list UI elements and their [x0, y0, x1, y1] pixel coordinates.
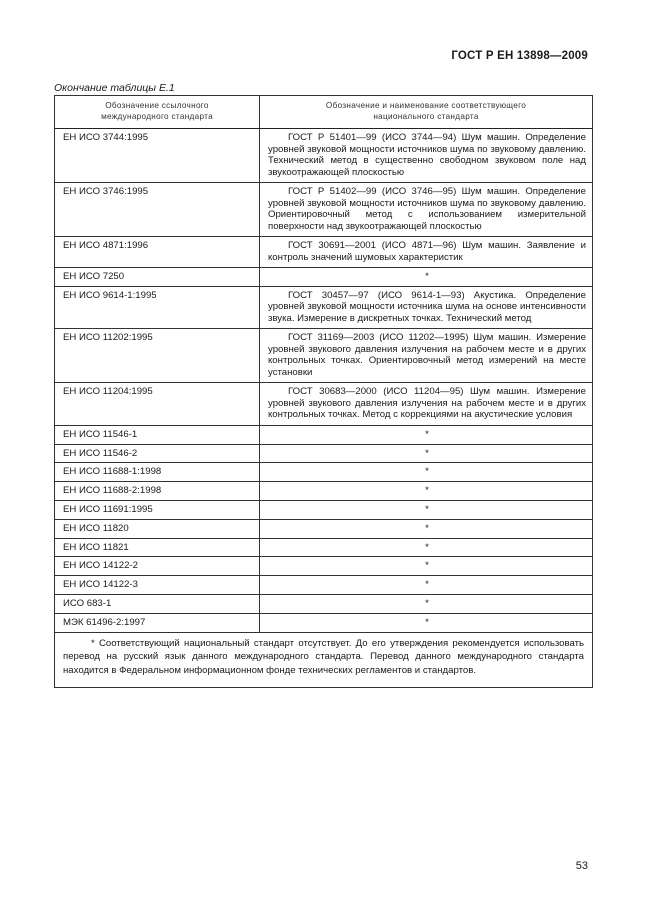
international-standard-cell: ЕН ИСО 7250 [55, 268, 260, 287]
international-standard-cell: ЕН ИСО 11688-1:1998 [55, 463, 260, 482]
national-standard-cell: * [260, 500, 593, 519]
international-standard-cell: ЕН ИСО 11821 [55, 538, 260, 557]
table-row [55, 129, 593, 183]
national-standard-cell: * [260, 268, 593, 287]
national-standard-cell: * [260, 576, 593, 595]
table-row [55, 183, 593, 237]
national-standard-cell: * [260, 613, 593, 632]
national-standard-cell: * [260, 482, 593, 501]
international-standard-cell: ИСО 683-1 [55, 594, 260, 613]
table-row [55, 482, 593, 501]
national-standard-cell: ГОСТ Р 51401—99 (ИСО 3744—94) Шум машин. Определение уровней звуковой мощности источников шума по звуковому давлению. Технический метод в существенно свободном звуковом поле над звукоотражающей плоскостью [260, 129, 593, 183]
table-body [55, 129, 593, 633]
table-row [55, 444, 593, 463]
national-standard-cell: ГОСТ 30683—2000 (ИСО 11204—95) Шум машин. Измерение уровней звукового давления излучения на рабочем месте и в других контрольных точках. Метод с коррекциями на акустические условия [260, 383, 593, 426]
table-row [55, 576, 593, 595]
international-standard-cell: ЕН ИСО 11546-1 [55, 425, 260, 444]
table-header-row [55, 96, 593, 129]
national-standard-cell: ГОСТ 30691—2001 (ИСО 4871—96) Шум машин. Заявление и контроль значений шумовых характеристик [260, 237, 593, 268]
table-footnote: * Соответствующий национальный стандарт отсутствует. До его утверждения рекомендуется использовать перевод на русский язык данного международного стандарта. Перевод данного международного стандарта находится в Федеральном информационном фонде технических регламентов и стандартов. [55, 632, 593, 688]
table-row [55, 594, 593, 613]
international-standard-cell: ЕН ИСО 11820 [55, 519, 260, 538]
table-row [55, 538, 593, 557]
table-row [55, 286, 593, 329]
table-note-row [55, 632, 593, 688]
national-standard-cell: * [260, 594, 593, 613]
column-header-national [260, 96, 593, 129]
national-standard-cell: * [260, 557, 593, 576]
column-header-line: Обозначение и наименование соответствующего [325, 101, 527, 110]
table-row [55, 268, 593, 287]
international-standard-cell: МЭК 61496-2:1997 [55, 613, 260, 632]
column-header-line: международного стандарта [101, 112, 213, 121]
international-standard-cell: ЕН ИСО 11688-2:1998 [55, 482, 260, 501]
column-header-line: национального стандарта [373, 112, 479, 121]
national-standard-cell: * [260, 444, 593, 463]
national-standard-cell: ГОСТ Р 51402—99 (ИСО 3746—95) Шум машин. Определение уровней звуковой мощности источников шума по звуковому давлению. Ориентировочный метод с использованием измерительной поверхности над звукоотражающей плоскостью [260, 183, 593, 237]
table-row [55, 237, 593, 268]
international-standard-cell: ЕН ИСО 3746:1995 [55, 183, 260, 237]
table-row [55, 329, 593, 383]
international-standard-cell: ЕН ИСО 11204:1995 [55, 383, 260, 426]
table-row [55, 383, 593, 426]
table-row [55, 519, 593, 538]
standards-table [54, 95, 593, 688]
national-standard-cell: * [260, 538, 593, 557]
table-row [55, 463, 593, 482]
international-standard-cell: ЕН ИСО 11546-2 [55, 444, 260, 463]
table-row [55, 425, 593, 444]
column-header-line: Обозначение ссылочного [105, 101, 209, 110]
international-standard-cell: ЕН ИСО 9614-1:1995 [55, 286, 260, 329]
international-standard-cell: ЕН ИСО 11691:1995 [55, 500, 260, 519]
table-row [55, 557, 593, 576]
national-standard-cell: * [260, 463, 593, 482]
national-standard-cell: ГОСТ 31169—2003 (ИСО 11202—1995) Шум машин. Измерение уровней звукового давления излучения на рабочем месте и в других контрольных точках. Ориентировочный метод измерений на месте установки [260, 329, 593, 383]
international-standard-cell: ЕН ИСО 4871:1996 [55, 237, 260, 268]
document-id: ГОСТ Р ЕН 13898—2009 [451, 50, 588, 62]
international-standard-cell: ЕН ИСО 11202:1995 [55, 329, 260, 383]
column-header-international [55, 96, 260, 129]
table-caption: Окончание таблицы Е.1 [54, 82, 175, 94]
national-standard-cell: * [260, 425, 593, 444]
national-standard-cell: * [260, 519, 593, 538]
table-row [55, 613, 593, 632]
table-row [55, 500, 593, 519]
national-standard-cell: ГОСТ 30457—97 (ИСО 9614-1—93) Акустика. Определение уровней звуковой мощности источника шума на основе интенсивности звука. Измерение в дискретных точках. Технический метод [260, 286, 593, 329]
international-standard-cell: ЕН ИСО 14122-2 [55, 557, 260, 576]
page-number: 53 [575, 860, 588, 872]
international-standard-cell: ЕН ИСО 3744:1995 [55, 129, 260, 183]
international-standard-cell: ЕН ИСО 14122-3 [55, 576, 260, 595]
